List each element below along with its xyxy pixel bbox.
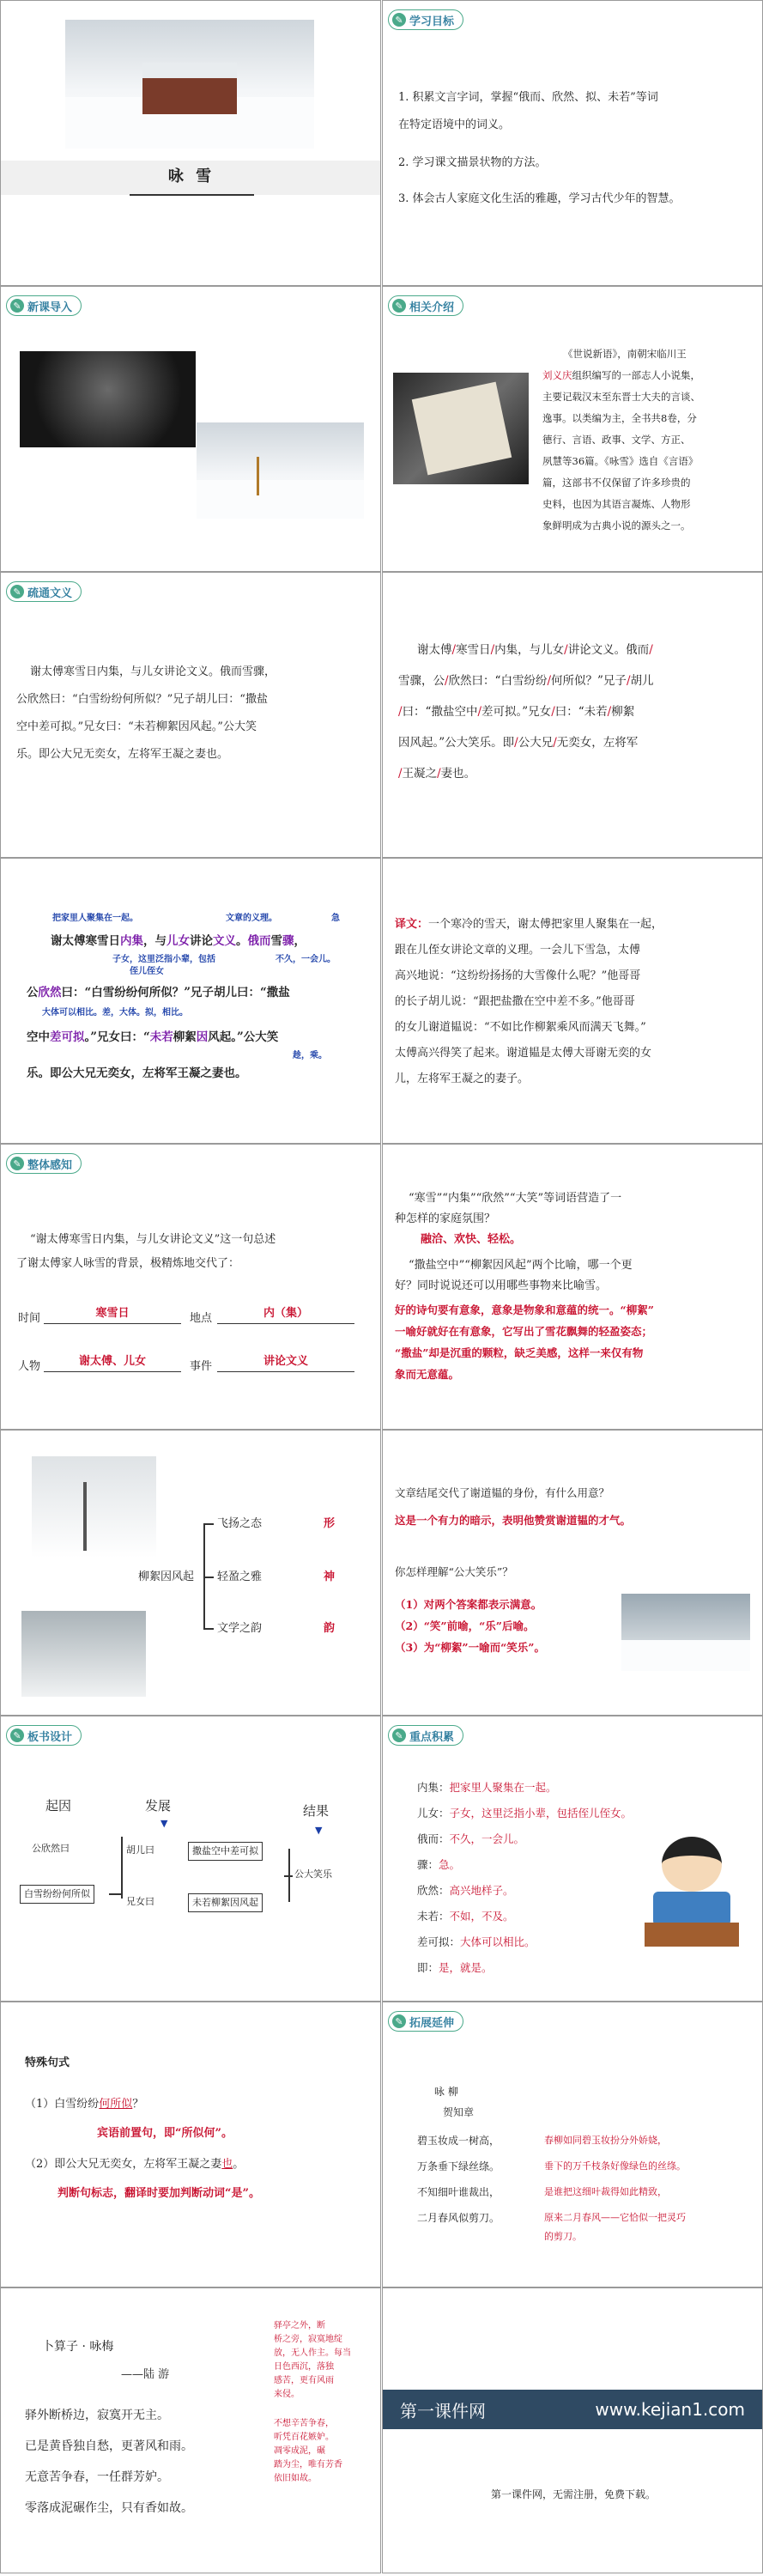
ending-q2: 你怎样理解“公大笑乐”？: [395, 1565, 513, 1578]
section-tag: ✎ 板书设计: [6, 1725, 82, 1746]
slide-text-understanding: [0, 572, 381, 858]
text-line-1: 公欣然曰：“白雪纷纷何所似？”兄子胡儿曰：“撒盐: [16, 693, 268, 706]
plum-note-3: 日色西沉，落独: [274, 2362, 334, 2372]
poem-line-3: 二月春风似剪刀。: [417, 2212, 500, 2224]
connector-h1: [109, 1893, 121, 1895]
slide-title: [0, 0, 381, 286]
node-laugh: 公大笑乐: [294, 1868, 332, 1880]
plum-note-1: 桥之旁，寂寞地绽: [274, 2335, 342, 2344]
ending-a2-1: （2）“笑”前喻，“乐”后喻。: [395, 1619, 535, 1632]
branch-2: 轻盈之雅: [217, 1571, 263, 1583]
slide-brand: [382, 2287, 763, 2573]
slide-extension: [382, 2002, 763, 2287]
slide-sentences: [0, 2002, 381, 2287]
intro-line-3: 逸事。以类编为主，全书共8卷，分: [542, 412, 697, 424]
pause-line-0: 谢太傅/寒雪日/内集，与儿女/讲论文义。俄而/: [417, 643, 653, 657]
leaf-icon: ✎: [10, 585, 24, 598]
heading-result: 结果: [303, 1803, 330, 1819]
section-tag: ✎ 相关介绍: [388, 295, 463, 316]
pause-line-4: /王凝之/妻也。: [398, 767, 476, 781]
intro-line-7: 史料，也因为其语言凝炼、人物形: [542, 498, 691, 510]
intro-line-4: 德行、言语、政事、文学、方正、: [542, 434, 691, 446]
node-question: 白雪纷纷何所似: [20, 1885, 94, 1904]
slide-blackboard: [0, 1716, 381, 2002]
note-wenyi: 文章的义理。: [226, 914, 277, 923]
leaf-icon: ✎: [392, 1728, 406, 1742]
sentence-1: （1）白雪纷纷何所似？: [25, 2098, 144, 2111]
bracket-mid: [203, 1577, 214, 1578]
plum-line-0: 驿外断桥边，寂寞开无主。: [25, 2409, 169, 2422]
text-line-3: 乐。即公大兄无奕女，左将军王凝之妻也。: [16, 748, 229, 761]
time-value: 寒雪日: [44, 1304, 181, 1324]
leaf-icon: ✎: [10, 299, 24, 313]
slide-overview: [0, 1144, 381, 1430]
ending-a2-0: （1）对两个答案都表示满意。: [395, 1598, 542, 1611]
q1-line-b: 种怎样的家庭氛围？: [395, 1212, 496, 1225]
intro-line-5: 夙慧等36篇。《咏雪》选自《言语》: [542, 455, 699, 467]
snow-tree-image: [621, 1594, 750, 1671]
bracket-bottom: [203, 1628, 214, 1630]
section-tag: ✎ 整体感知: [6, 1153, 82, 1174]
vocab-7: 即：是，就是。: [417, 1961, 493, 1974]
q1-line-a: “寒雪”“内集”“欣然”“大笑”等词语营造了一: [409, 1192, 622, 1205]
people-label: 人物: [18, 1360, 41, 1373]
note-ernv: 子女，这里泛指小辈，包括: [112, 955, 215, 964]
vocab-0: 内集：把家里人聚集在一起。: [417, 1781, 557, 1794]
brand-url[interactable]: www.kejian1.com: [595, 2399, 745, 2420]
overview-intro-1: “谢太傅寒雪日内集，与儿女讲论文义”这一句总述: [30, 1233, 276, 1246]
time-label: 时间: [18, 1312, 41, 1325]
result-3: 韵: [324, 1622, 336, 1635]
a2-line-1: 一喻好就好在有意象，它写出了雪花飘舞的轻盈姿态；: [395, 1325, 653, 1338]
section-tag: ✎ 学习目标: [388, 9, 463, 30]
trans-line-0: 译文：一个寒冷的雪天，谢太傅把家里人聚集在一起，: [395, 918, 663, 931]
event-value: 讲论文义: [217, 1352, 354, 1372]
branch-1: 飞扬之态: [217, 1517, 263, 1530]
intro-line-8: 象鲜明成为古典小说的源头之一。: [542, 519, 691, 532]
slide-analysis: [0, 1430, 381, 1716]
center-phrase: 柳絮因风起: [138, 1571, 195, 1583]
plum-note-9: 踏为尘，唯有芳香: [274, 2460, 342, 2470]
result-1: 形: [324, 1517, 336, 1530]
vocab-6: 差可拟：大体可以相比。: [417, 1935, 536, 1948]
annot-line-3: 空中差可拟。”兄女曰：“未若柳絮因风起。”公大笑: [27, 1030, 279, 1044]
arrow-down-icon-2: ▼: [315, 1825, 323, 1836]
bracket-top: [203, 1523, 214, 1525]
poem-line-0: 碧玉妆成一树高，: [417, 2135, 500, 2147]
connector-vertical: [121, 1837, 123, 1899]
annot-line-1: 谢太傅寒雪日内集，与儿女讲论文义。俄而雪骤，: [51, 934, 306, 948]
section-tag: ✎ 重点积累: [388, 1725, 463, 1746]
annot-line-4: 乐。即公大兄无奕女，左将军王凝之妻也。: [27, 1066, 247, 1080]
slide-translation: [382, 858, 763, 1144]
tree-trunk: [83, 1482, 87, 1551]
intro-line-0: 《世说新语》，南朝宋临川王: [563, 348, 687, 360]
poem-author: 贺知章: [443, 2106, 475, 2118]
plum-note-10: 依旧如故。: [274, 2474, 317, 2483]
sentence-2: （2）即公大兄无奕女，左将军王凝之妻也。: [25, 2158, 245, 2171]
node-huer: 胡儿曰: [126, 1844, 154, 1856]
text-line-0: 谢太傅寒雪日内集，与儿女讲论文义。俄而雪骤，: [30, 665, 276, 678]
a2-line-0: 好的诗句要有意象，意象是物象和意蕴的统一。“柳絮”: [395, 1303, 654, 1316]
lesson-title: 咏 雪: [167, 167, 215, 185]
poem-trans-4: 的剪刀。: [544, 2231, 582, 2242]
plum-line-2: 无意苦争春，一任群芳妒。: [25, 2470, 169, 2484]
book-page: [412, 382, 512, 476]
book-image: [393, 373, 529, 484]
trans-line-5: 太傅高兴得笑了起来。谢道韫是太傅大哥谢无奕的女: [395, 1047, 652, 1060]
girl-head: [662, 1837, 722, 1892]
poem-trans-0: 春柳如同碧玉妆扮分外娇娆，: [544, 2135, 667, 2146]
grass-stem: [257, 457, 259, 495]
girl-book: [653, 1892, 730, 1926]
ending-a2-2: （3）为“柳絮”一喻而“笑乐”。: [395, 1641, 545, 1654]
objective-1a: 1. 积累文言字词，掌握“俄而、欣然、拟、未若”等词: [398, 91, 658, 104]
overview-intro-2: 了谢太傅家人咏雪的背景，极精炼地交代了：: [16, 1257, 240, 1270]
sentence-title: 特殊句式: [25, 2057, 70, 2069]
heading-develop: 发展: [145, 1798, 172, 1814]
text-line-2: 空中差可拟。”兄女曰：“未若柳絮因风起。”公大笑: [16, 720, 257, 733]
leaf-icon: ✎: [392, 2014, 406, 2028]
intro-line-1: 刘义庆组织编写的一部志人小说集，: [542, 369, 700, 381]
result-2: 神: [324, 1571, 336, 1583]
a1: 融洽、欢快、轻松。: [421, 1233, 522, 1246]
note-eer: 不久，一会儿。: [276, 955, 336, 964]
bracket-line: [203, 1523, 205, 1628]
poem-line-2: 不知细叶谁裁出，: [417, 2186, 500, 2198]
vocab-3: 骤：急。: [417, 1858, 461, 1871]
plum-author: ——陆 游: [121, 2368, 170, 2381]
people-value: 谢太傅、儿女: [44, 1352, 181, 1372]
poem-line-1: 万条垂下绿丝绦。: [417, 2160, 500, 2172]
place-label: 地点: [190, 1312, 213, 1325]
plum-note-7: 听凭百花嫉妒。: [274, 2433, 334, 2442]
node-salt: 撒盐空中差可拟: [188, 1842, 263, 1861]
section-tag: ✎ 疏通文义: [6, 581, 82, 602]
snow-field-image: [197, 422, 364, 519]
objective-3: 3. 体会古人家庭文化生活的雅趣，学习古代少年的智慧。: [398, 192, 681, 205]
a2-line-2: “撒盐”却是沉重的颗粒，缺乏美感，这样一来仅有物: [395, 1346, 644, 1359]
leaf-icon: ✎: [10, 1157, 24, 1170]
slide-discussion: [382, 1144, 763, 1430]
event-label: 事件: [190, 1360, 213, 1373]
sentence-1-answer: 宾语前置句，即“所似何”。: [97, 2127, 233, 2140]
vocab-2: 俄而：不久，一会儿。: [417, 1832, 525, 1845]
snow-tree-image: [32, 1456, 156, 1558]
slide-vocab: [382, 1716, 763, 2002]
node-gong: 公欣然曰: [32, 1843, 70, 1854]
night-snow-image: [20, 351, 196, 447]
poem-trans-3: 原来二月春风——它恰似一把灵巧: [544, 2212, 686, 2223]
node-catkin: 未若柳絮因风起: [188, 1893, 263, 1912]
trans-line-6: 儿，左将军王凝之的妻子。: [395, 1072, 530, 1085]
plum-note-8: 凋零成泥，碾: [274, 2446, 325, 2456]
pause-line-3: 因风起。”公大笑乐。即/公大兄/无奕女，左将军: [398, 736, 639, 750]
sentence-2-answer: 判断句标志，翻译时要加判断动词“是”。: [58, 2187, 260, 2200]
plum-note-5: 来侵。: [274, 2390, 300, 2399]
ending-q1: 文章结尾交代了谢道韫的身份，有什么用意？: [395, 1486, 610, 1499]
branch-3: 文学之韵: [217, 1622, 263, 1635]
plum-title: 卜算子 · 咏梅: [42, 2340, 114, 2354]
trans-line-1: 跟在儿侄女讲论文章的义理。一会儿下雪急，太傅: [395, 944, 641, 957]
slide-background: [382, 286, 763, 572]
poem-trans-1: 垂下的万千枝条好像绿色的丝绦。: [544, 2160, 686, 2172]
trans-line-2: 高兴地说：“这纷纷扬扬的大雪像什么呢？”他哥哥: [395, 969, 641, 982]
plum-note-6: 不想辛苦争春，: [274, 2419, 334, 2428]
slide-intro: [0, 286, 381, 572]
snow-forest-image: [21, 1611, 146, 1697]
objective-1b: 在特定语境中的词义。: [398, 118, 511, 131]
brand-banner: [383, 2390, 762, 2429]
brand-name: 第一课件网: [400, 2400, 486, 2421]
pause-line-2: /曰：“撒盐空中/差可拟。”兄女/曰：“未若/柳絮: [398, 705, 635, 719]
section-tag: ✎ 拓展延伸: [388, 2011, 463, 2032]
q2-line-b: 好？同时说说还可以用哪些事物来比喻雪。: [395, 1279, 608, 1292]
leaf-icon: ✎: [10, 1728, 24, 1742]
arrow-down-icon: ▼: [160, 1818, 168, 1829]
slide-pause-marks: [382, 572, 763, 858]
section-tag: ✎ 新课导入: [6, 295, 82, 316]
pause-line-1: 雪骤，公/欣然曰：“白雪纷纷/何所似？”兄子/胡儿: [398, 674, 654, 688]
plum-line-3: 零落成泥碾作尘，只有香如故。: [25, 2501, 193, 2515]
plum-note-4: 感苦，更有风雨: [274, 2376, 334, 2385]
vocab-4: 欣然：高兴地样子。: [417, 1884, 514, 1897]
plum-line-1: 已是黄昏独自愁，更著风和雨。: [25, 2439, 193, 2453]
plum-note-0: 驿亭之外，断: [274, 2321, 325, 2330]
note-yin: 趁，乘。: [293, 1051, 327, 1060]
note-zhou: 急: [331, 914, 340, 923]
note-ni: 大体可以相比。差，大体。拟，相比。: [42, 1008, 188, 1018]
title-underline: [130, 194, 254, 196]
reading-girl-illustration: [640, 1837, 743, 1948]
objective-2: 2. 学习课文描景状物的方法。: [398, 156, 547, 169]
leaf-icon: ✎: [392, 299, 406, 313]
plum-note-2: 放，无人作主。每当: [274, 2348, 351, 2358]
q2-line-a: “撒盐空中”“柳絮因风起”两个比喻，哪一个更: [409, 1259, 633, 1272]
intro-line-2: 主要记载汉末至东晋士大夫的言谈、: [542, 391, 700, 403]
trans-line-4: 的女儿谢道韫说：“不如比作柳絮乘风而满天飞舞。”: [395, 1021, 646, 1034]
node-xiongnv: 兄女曰: [126, 1896, 154, 1907]
girl-desk: [645, 1923, 739, 1947]
ending-a1: 这是一个有力的暗示，表明他赞赏谢道韫的才气。: [395, 1514, 632, 1527]
intro-line-6: 篇，这部书不仅保留了许多珍贵的: [542, 477, 691, 489]
heading-cause: 起因: [45, 1798, 72, 1814]
slide-objectives: [382, 0, 763, 286]
slide-ending: [382, 1430, 763, 1716]
trans-line-3: 的长子胡儿说：“跟把盐撒在空中差不多。”他哥哥: [395, 995, 635, 1008]
annot-line-2: 公欣然曰：“白雪纷纷何所似？”兄子胡儿曰：“撒盐: [27, 986, 290, 999]
house-shape: [142, 63, 237, 114]
snow-house-image: [65, 20, 314, 149]
brand-footer: 第一课件网，无需注册，免费下载。: [490, 2488, 656, 2500]
note-neiji: 把家里人聚集在一起。: [52, 914, 138, 923]
poem-trans-2: 是谁把这细叶裁得如此精致，: [544, 2186, 667, 2197]
a2-line-3: 象而无意蕴。: [395, 1368, 460, 1381]
leaf-icon: ✎: [392, 13, 406, 27]
note-zhi: 侄儿侄女: [130, 967, 164, 976]
connector-right-h: [284, 1875, 293, 1877]
slide-annotated-text: [0, 858, 381, 1144]
vocab-1: 儿女：子女，这里泛指小辈，包括侄儿侄女。: [417, 1807, 633, 1820]
vocab-5: 未若：不如，不及。: [417, 1910, 514, 1923]
poem-title: 咏 柳: [434, 2086, 458, 2098]
place-value: 内（集）: [217, 1304, 354, 1324]
slide-plum-poem: [0, 2287, 381, 2573]
